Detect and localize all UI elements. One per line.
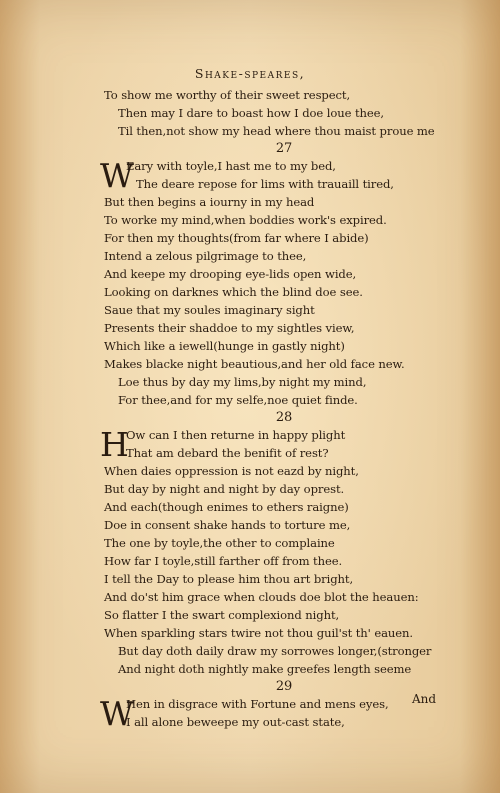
poem-line: And keepe my drooping eye-lids open wide,: [104, 267, 357, 281]
poem-line: I tell the Day to please him thou art bright,: [104, 572, 354, 586]
poem-line: And do'st him grace when clouds doe blot the heauen:: [104, 590, 419, 604]
poem-line: The deare repose for lims with trauaill tired,: [136, 177, 394, 191]
poem-line: I all alone beweepe my out-cast state,: [126, 715, 345, 729]
poem-line: So flatter I the swart complexiond night,: [104, 608, 340, 622]
poem-text: [100, 86, 464, 733]
poem-line: And night doth nightly make greefes length seeme: [118, 662, 412, 676]
poem-line: Makes blacke night beautious,and her old face new.: [104, 357, 405, 371]
poem-line: Which like a iewell(hunge in gastly night): [104, 339, 345, 353]
poem-line: To worke my mind,when boddies work's expired.: [104, 213, 387, 227]
drop-cap: W: [100, 694, 134, 733]
poem-line: But day by night and night by day oprest.: [104, 482, 345, 496]
sonnet-number: 29: [275, 679, 293, 694]
poem-line: Saue that my soules imaginary sight: [104, 303, 315, 317]
poem-line-text: Eary with toyle,I hast me to my bed,: [126, 159, 336, 173]
poem-line: Presents their shaddoe to my sightles view,: [104, 321, 355, 335]
poem-line-text: Hen in disgrace with Fortune and mens eyes,: [126, 697, 389, 711]
poem-line: That am debard the benifit of rest?: [126, 446, 329, 460]
poem-line: For then my thoughts(from far where I abide): [104, 231, 369, 245]
poem-line: How far I toyle,still farther off from thee.: [104, 554, 343, 568]
poem-line: Til then,not show my head where thou maist proue me: [118, 124, 435, 138]
poem-line: And each(though enimes to ethers raigne): [104, 500, 349, 514]
sonnet-number: 27: [275, 141, 293, 156]
drop-cap: H: [100, 425, 129, 464]
poem-line: But day doth daily draw my sorrowes longer,(stronger: [118, 644, 432, 658]
poem-line: For thee,and for my selfe,noe quiet finde.: [118, 393, 358, 407]
poem-line: The one by toyle,the other to complaine: [104, 536, 335, 550]
poem-line: Loe thus by day my lims,by night my mind,: [118, 375, 367, 389]
poem-line-text: Ow can I then returne in happy plight: [126, 428, 346, 442]
running-header: Shake-speares,: [194, 66, 306, 81]
poem-line: Looking on darknes which the blind doe see.: [104, 285, 363, 299]
poem-line: To show me worthy of their sweet respect,: [104, 88, 351, 102]
poem-line: When daies oppression is not eazd by night,: [104, 464, 359, 478]
poem-line: Then may I dare to boast how I doe loue thee,: [118, 106, 384, 120]
poem-line: But then begins a iourny in my head: [104, 195, 315, 209]
poem-line: When sparkling stars twire not thou guil'st th' eauen.: [104, 626, 414, 640]
drop-cap: W: [100, 156, 134, 195]
poem-line: Intend a zelous pilgrimage to thee,: [104, 249, 307, 263]
sonnet-number: 28: [275, 410, 293, 425]
catchword: And: [412, 692, 437, 706]
poem-line: Doe in consent shake hands to torture me,: [104, 518, 351, 532]
